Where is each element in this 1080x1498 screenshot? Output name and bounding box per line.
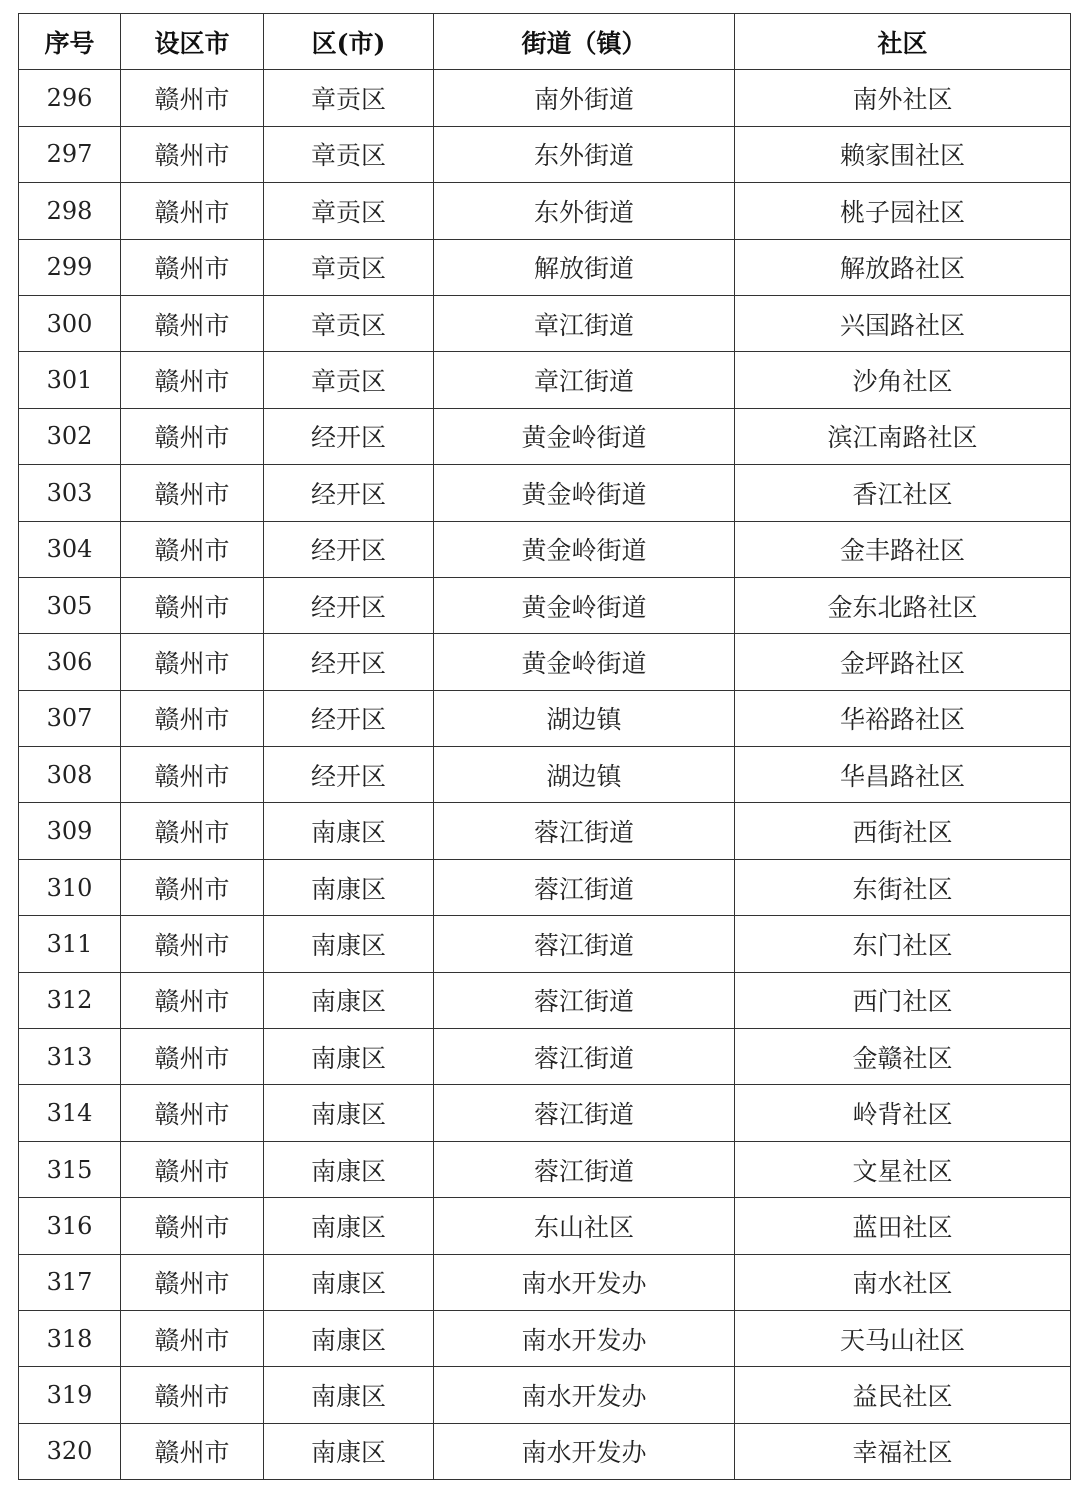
cell-street-town: 东山社区 [434,1198,735,1254]
cell-community: 蓝田社区 [735,1198,1071,1254]
cell-serial-number: 301 [19,352,121,408]
table-header [19,14,1071,70]
cell-city: 赣州市 [121,126,264,182]
header-row [19,14,1071,70]
cell-city: 赣州市 [121,747,264,803]
cell-community: 华裕路社区 [735,690,1071,746]
cell-district: 章贡区 [264,126,434,182]
cell-street-town: 蓉江街道 [434,1029,735,1085]
cell-district: 经开区 [264,465,434,521]
cell-street-town: 黄金岭街道 [434,465,735,521]
cell-district: 经开区 [264,577,434,633]
table-row [19,577,1071,633]
community-table [18,13,1071,1480]
table-row [19,747,1071,803]
cell-street-town: 湖边镇 [434,747,735,803]
cell-serial-number: 302 [19,408,121,464]
cell-community: 岭背社区 [735,1085,1071,1141]
cell-serial-number: 315 [19,1141,121,1197]
cell-street-town: 蓉江街道 [434,1085,735,1141]
cell-district: 南康区 [264,1141,434,1197]
cell-city: 赣州市 [121,1367,264,1423]
cell-community: 西街社区 [735,803,1071,859]
cell-city: 赣州市 [121,1423,264,1479]
table-row [19,690,1071,746]
cell-street-town: 南水开发办 [434,1310,735,1366]
table-row [19,352,1071,408]
table-row [19,803,1071,859]
cell-community: 金赣社区 [735,1029,1071,1085]
cell-district: 章贡区 [264,70,434,126]
cell-city: 赣州市 [121,1141,264,1197]
cell-street-town: 湖边镇 [434,690,735,746]
table-row [19,1198,1071,1254]
cell-serial-number: 309 [19,803,121,859]
table-row [19,859,1071,915]
cell-community: 幸福社区 [735,1423,1071,1479]
cell-community: 桃子园社区 [735,183,1071,239]
cell-community: 文星社区 [735,1141,1071,1197]
table-body [19,70,1071,1480]
cell-community: 西门社区 [735,972,1071,1028]
cell-street-town: 蓉江街道 [434,916,735,972]
cell-serial-number: 316 [19,1198,121,1254]
cell-street-town: 黄金岭街道 [434,634,735,690]
cell-district: 章贡区 [264,352,434,408]
table-row [19,239,1071,295]
cell-community: 金丰路社区 [735,521,1071,577]
cell-city: 赣州市 [121,465,264,521]
table-row [19,1367,1071,1423]
cell-serial-number: 318 [19,1310,121,1366]
table-row [19,1085,1071,1141]
cell-city: 赣州市 [121,972,264,1028]
cell-street-town: 解放街道 [434,239,735,295]
cell-city: 赣州市 [121,690,264,746]
cell-city: 赣州市 [121,352,264,408]
cell-community: 兴国路社区 [735,295,1071,351]
cell-serial-number: 305 [19,577,121,633]
cell-community: 金坪路社区 [735,634,1071,690]
cell-serial-number: 310 [19,859,121,915]
cell-street-town: 蓉江街道 [434,859,735,915]
cell-district: 经开区 [264,747,434,803]
cell-district: 经开区 [264,521,434,577]
cell-street-town: 蓉江街道 [434,1141,735,1197]
table-row [19,521,1071,577]
cell-serial-number: 306 [19,634,121,690]
cell-city: 赣州市 [121,803,264,859]
cell-serial-number: 320 [19,1423,121,1479]
cell-serial-number: 304 [19,521,121,577]
cell-serial-number: 313 [19,1029,121,1085]
cell-community: 金东北路社区 [735,577,1071,633]
cell-city: 赣州市 [121,408,264,464]
cell-street-town: 南水开发办 [434,1423,735,1479]
cell-district: 章贡区 [264,239,434,295]
table-row [19,70,1071,126]
cell-city: 赣州市 [121,1254,264,1310]
table-row [19,408,1071,464]
cell-community: 滨江南路社区 [735,408,1071,464]
table-row [19,916,1071,972]
cell-serial-number: 300 [19,295,121,351]
cell-district: 章贡区 [264,295,434,351]
cell-district: 南康区 [264,1310,434,1366]
cell-community: 东街社区 [735,859,1071,915]
cell-district: 南康区 [264,916,434,972]
header-street-town: 街道（镇） [434,14,735,70]
cell-city: 赣州市 [121,1310,264,1366]
table-row [19,126,1071,182]
table-row [19,1141,1071,1197]
cell-district: 南康区 [264,859,434,915]
cell-city: 赣州市 [121,859,264,915]
cell-community: 华昌路社区 [735,747,1071,803]
cell-serial-number: 311 [19,916,121,972]
table-row [19,1310,1071,1366]
cell-street-town: 章江街道 [434,295,735,351]
cell-district: 南康区 [264,803,434,859]
cell-city: 赣州市 [121,239,264,295]
cell-district: 经开区 [264,690,434,746]
cell-serial-number: 319 [19,1367,121,1423]
cell-community: 益民社区 [735,1367,1071,1423]
cell-community: 沙角社区 [735,352,1071,408]
cell-street-town: 蓉江街道 [434,803,735,859]
header-district: 区(市) [264,14,434,70]
table-row [19,1423,1071,1479]
cell-serial-number: 297 [19,126,121,182]
cell-community: 香江社区 [735,465,1071,521]
cell-street-town: 南水开发办 [434,1367,735,1423]
table-row [19,1029,1071,1085]
header-community: 社区 [735,14,1071,70]
table-row [19,183,1071,239]
table-row [19,465,1071,521]
cell-serial-number: 308 [19,747,121,803]
cell-district: 南康区 [264,1198,434,1254]
cell-street-town: 东外街道 [434,183,735,239]
table-row [19,972,1071,1028]
cell-district: 南康区 [264,1423,434,1479]
cell-street-town: 黄金岭街道 [434,577,735,633]
cell-district: 经开区 [264,408,434,464]
cell-serial-number: 317 [19,1254,121,1310]
cell-district: 南康区 [264,1029,434,1085]
header-city: 设区市 [121,14,264,70]
cell-city: 赣州市 [121,1198,264,1254]
cell-city: 赣州市 [121,634,264,690]
cell-community: 赖家围社区 [735,126,1071,182]
cell-serial-number: 314 [19,1085,121,1141]
cell-street-town: 章江街道 [434,352,735,408]
cell-district: 南康区 [264,1367,434,1423]
cell-district: 南康区 [264,1254,434,1310]
cell-district: 南康区 [264,972,434,1028]
cell-city: 赣州市 [121,183,264,239]
cell-city: 赣州市 [121,577,264,633]
cell-street-town: 蓉江街道 [434,972,735,1028]
cell-community: 解放路社区 [735,239,1071,295]
cell-district: 经开区 [264,634,434,690]
header-serial-number: 序号 [19,14,121,70]
table-row [19,1254,1071,1310]
cell-street-town: 黄金岭街道 [434,408,735,464]
cell-serial-number: 303 [19,465,121,521]
cell-city: 赣州市 [121,521,264,577]
cell-district: 南康区 [264,1085,434,1141]
cell-street-town: 黄金岭街道 [434,521,735,577]
cell-serial-number: 299 [19,239,121,295]
cell-city: 赣州市 [121,70,264,126]
cell-city: 赣州市 [121,295,264,351]
cell-serial-number: 296 [19,70,121,126]
table-row [19,295,1071,351]
cell-community: 天马山社区 [735,1310,1071,1366]
cell-street-town: 东外街道 [434,126,735,182]
cell-serial-number: 307 [19,690,121,746]
cell-city: 赣州市 [121,1085,264,1141]
table-row [19,634,1071,690]
cell-city: 赣州市 [121,916,264,972]
cell-community: 南水社区 [735,1254,1071,1310]
cell-serial-number: 312 [19,972,121,1028]
cell-street-town: 南外街道 [434,70,735,126]
cell-street-town: 南水开发办 [434,1254,735,1310]
cell-city: 赣州市 [121,1029,264,1085]
cell-community: 南外社区 [735,70,1071,126]
cell-district: 章贡区 [264,183,434,239]
cell-community: 东门社区 [735,916,1071,972]
cell-serial-number: 298 [19,183,121,239]
